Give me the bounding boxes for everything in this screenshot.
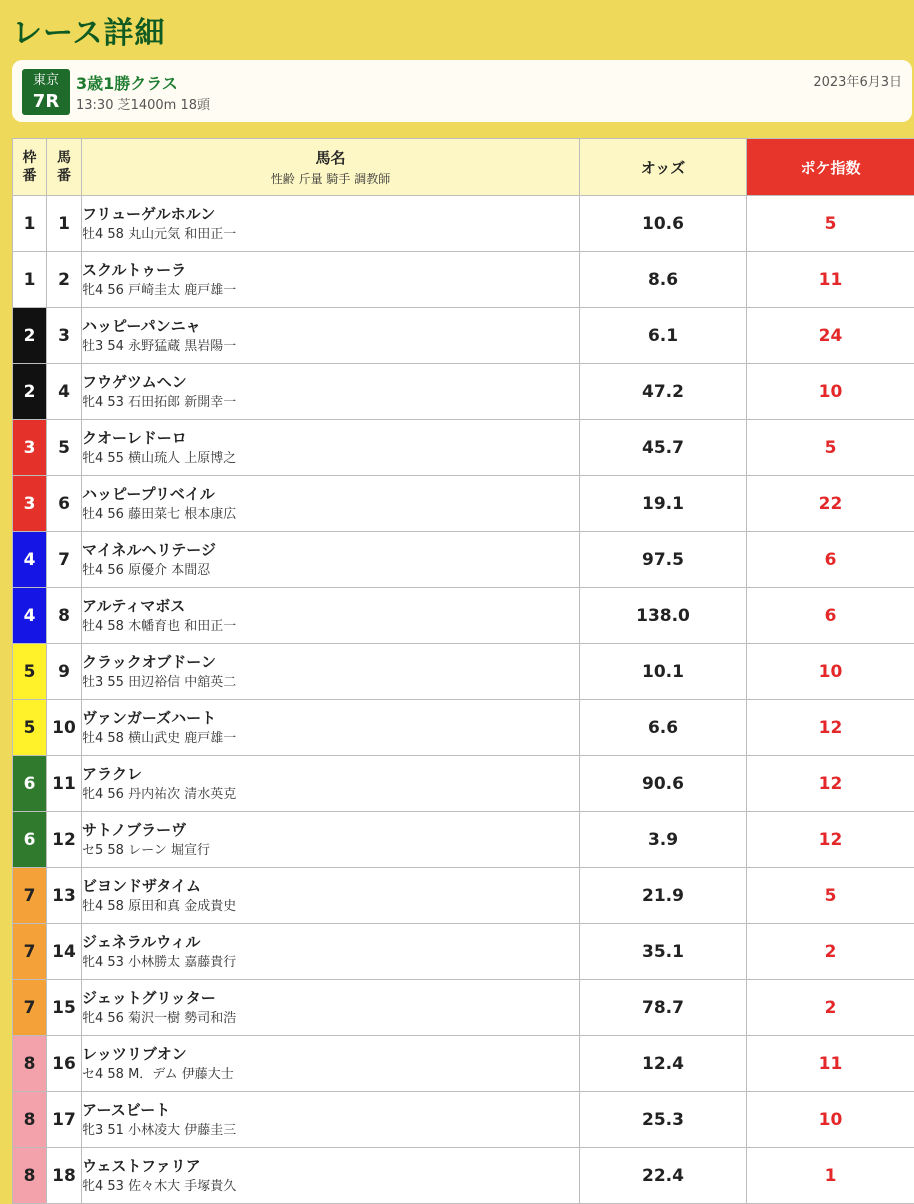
odds-value: 10.6 [580, 196, 747, 252]
poke-index-value: 12 [747, 812, 914, 868]
poke-index-value: 22 [747, 476, 914, 532]
waku-number: 4 [13, 588, 47, 644]
horse-info: 牝3 51 小林凌大 伊藤圭三 [82, 1121, 579, 1141]
header-horse-name-sub: 性齢 斤量 騎手 調教師 [82, 170, 579, 187]
table-row[interactable] [13, 252, 914, 308]
horse-info: 牡3 54 永野猛蔵 黒岩陽一 [82, 337, 579, 357]
table-row[interactable] [13, 980, 914, 1036]
header-umaban-line1: 馬 [57, 150, 71, 166]
table-row[interactable] [13, 756, 914, 812]
horse-cell[interactable] [82, 476, 580, 532]
horse-cell[interactable] [82, 756, 580, 812]
venue-name: 東京 [22, 69, 70, 91]
table-row[interactable] [13, 644, 914, 700]
horse-name[interactable]: ジェットグリッター [82, 987, 579, 1009]
horse-number: 5 [47, 420, 82, 476]
odds-value: 22.4 [580, 1148, 747, 1204]
table-row[interactable] [13, 924, 914, 980]
table-row[interactable] [13, 588, 914, 644]
waku-number: 8 [13, 1036, 47, 1092]
header-poke-index: ポケ指数 [747, 139, 914, 196]
horse-cell[interactable] [82, 252, 580, 308]
waku-number: 4 [13, 532, 47, 588]
horse-number: 8 [47, 588, 82, 644]
horse-cell[interactable] [82, 812, 580, 868]
race-date: 2023年6月3日 [813, 71, 902, 90]
horse-info: 牡4 56 原優介 本間忍 [82, 561, 579, 581]
entries-body [13, 196, 914, 1204]
poke-index-value: 10 [747, 1092, 914, 1148]
horse-info: 牝4 53 佐々木大 手塚貴久 [82, 1177, 579, 1197]
table-row[interactable] [13, 812, 914, 868]
poke-index-value: 2 [747, 924, 914, 980]
waku-number: 7 [13, 868, 47, 924]
horse-info: 牡4 56 藤田菜七 根本康広 [82, 505, 579, 525]
poke-index-value: 6 [747, 588, 914, 644]
race-header-card [12, 60, 912, 122]
horse-cell[interactable] [82, 364, 580, 420]
horse-cell[interactable] [82, 420, 580, 476]
table-row[interactable] [13, 700, 914, 756]
odds-value: 138.0 [580, 588, 747, 644]
horse-info: 牡4 58 木幡育也 和田正一 [82, 617, 579, 637]
poke-index-value: 10 [747, 644, 914, 700]
horse-cell[interactable] [82, 532, 580, 588]
horse-cell[interactable] [82, 868, 580, 924]
horse-cell[interactable] [82, 588, 580, 644]
horse-name[interactable]: フリューゲルホルン [82, 203, 579, 225]
odds-value: 35.1 [580, 924, 747, 980]
horse-number: 6 [47, 476, 82, 532]
waku-number: 8 [13, 1092, 47, 1148]
poke-index-value: 24 [747, 308, 914, 364]
horse-info: セ4 58 M．デム 伊藤大士 [82, 1065, 579, 1085]
horse-name[interactable]: ビヨンドザタイム [82, 875, 579, 897]
waku-number: 5 [13, 700, 47, 756]
horse-number: 10 [47, 700, 82, 756]
header-horse-name [82, 139, 580, 196]
waku-number: 5 [13, 644, 47, 700]
poke-index-value: 12 [747, 700, 914, 756]
table-row[interactable] [13, 196, 914, 252]
poke-index-value: 11 [747, 1036, 914, 1092]
waku-number: 7 [13, 924, 47, 980]
horse-name[interactable]: アースビート [82, 1099, 579, 1121]
poke-index-value: 11 [747, 252, 914, 308]
header-waku [13, 139, 47, 196]
waku-number: 6 [13, 812, 47, 868]
header-odds: オッズ [580, 139, 747, 196]
horse-number: 12 [47, 812, 82, 868]
table-row[interactable] [13, 532, 914, 588]
horse-info: セ5 58 レーン 堀宣行 [82, 841, 579, 861]
waku-number: 2 [13, 308, 47, 364]
table-row[interactable] [13, 868, 914, 924]
horse-cell[interactable] [82, 924, 580, 980]
horse-name[interactable]: クオーレドーロ [82, 427, 579, 449]
odds-value: 45.7 [580, 420, 747, 476]
race-name: 3歳1勝クラス [76, 71, 178, 94]
horse-info: 牝4 55 横山琉人 上原博之 [82, 449, 579, 469]
poke-index-value: 12 [747, 756, 914, 812]
odds-value: 6.1 [580, 308, 747, 364]
horse-cell[interactable] [82, 1092, 580, 1148]
horse-name[interactable]: ヴァンガーズハート [82, 707, 579, 729]
header-waku-line1: 枠 [23, 150, 37, 166]
horse-number: 1 [47, 196, 82, 252]
venue-badge [22, 69, 70, 115]
horse-number: 14 [47, 924, 82, 980]
horse-info: 牝4 56 菊沢一樹 勢司和浩 [82, 1009, 579, 1029]
table-header-row [13, 139, 914, 196]
odds-value: 6.6 [580, 700, 747, 756]
horse-cell[interactable] [82, 1148, 580, 1204]
horse-cell[interactable] [82, 644, 580, 700]
poke-index-value: 10 [747, 364, 914, 420]
horse-info: 牡4 58 横山武史 鹿戸雄一 [82, 729, 579, 749]
waku-number: 1 [13, 252, 47, 308]
waku-number: 1 [13, 196, 47, 252]
horse-number: 7 [47, 532, 82, 588]
horse-number: 18 [47, 1148, 82, 1204]
odds-value: 97.5 [580, 532, 747, 588]
horse-name[interactable]: サトノブラーヴ [82, 819, 579, 841]
waku-number: 6 [13, 756, 47, 812]
horse-name[interactable]: ウェストファリア [82, 1155, 579, 1177]
poke-index-value: 5 [747, 868, 914, 924]
odds-value: 19.1 [580, 476, 747, 532]
horse-number: 13 [47, 868, 82, 924]
table-row[interactable] [13, 1148, 914, 1204]
waku-number: 8 [13, 1148, 47, 1204]
horse-name[interactable]: マイネルヘリテージ [82, 539, 579, 561]
horse-info: 牡4 58 原田和真 金成貴史 [82, 897, 579, 917]
horse-name[interactable]: ハッピーパンニャ [82, 315, 579, 337]
poke-index-value: 2 [747, 980, 914, 1036]
table-row[interactable] [13, 364, 914, 420]
horse-info: 牝4 53 石田拓郎 新開幸一 [82, 393, 579, 413]
horse-name[interactable]: スクルトゥーラ [82, 259, 579, 281]
horse-name[interactable]: フウゲツムヘン [82, 371, 579, 393]
horse-name[interactable]: クラックオブドーン [82, 651, 579, 673]
odds-value: 10.1 [580, 644, 747, 700]
race-info: 13:30 芝1400m 18頭 [76, 94, 210, 113]
table-row[interactable] [13, 420, 914, 476]
horse-cell[interactable] [82, 308, 580, 364]
horse-cell[interactable] [82, 700, 580, 756]
horse-info: 牝4 56 丹内祐次 清水英克 [82, 785, 579, 805]
table-row[interactable] [13, 1036, 914, 1092]
horse-info: 牡3 55 田辺裕信 中舘英二 [82, 673, 579, 693]
horse-number: 16 [47, 1036, 82, 1092]
odds-value: 3.9 [580, 812, 747, 868]
horse-info: 牝4 53 小林勝太 嘉藤貴行 [82, 953, 579, 973]
poke-index-value: 6 [747, 532, 914, 588]
horse-number: 9 [47, 644, 82, 700]
horse-number: 3 [47, 308, 82, 364]
horse-name[interactable]: ハッピープリベイル [82, 483, 579, 505]
horse-number: 2 [47, 252, 82, 308]
entries-table [12, 138, 914, 1204]
horse-name[interactable]: アラクレ [82, 763, 579, 785]
waku-number: 3 [13, 420, 47, 476]
header-horse-name-label: 馬名 [315, 149, 345, 167]
waku-number: 3 [13, 476, 47, 532]
header-waku-line2: 番 [23, 168, 37, 184]
page-title: レース詳細 [12, 8, 166, 52]
horse-number: 4 [47, 364, 82, 420]
poke-index-value: 1 [747, 1148, 914, 1204]
poke-index-value: 5 [747, 420, 914, 476]
header-umaban-line2: 番 [57, 168, 71, 184]
odds-value: 47.2 [580, 364, 747, 420]
horse-number: 15 [47, 980, 82, 1036]
horse-cell[interactable] [82, 980, 580, 1036]
header-umaban [47, 139, 82, 196]
odds-value: 8.6 [580, 252, 747, 308]
odds-value: 78.7 [580, 980, 747, 1036]
poke-index-value: 5 [747, 196, 914, 252]
waku-number: 7 [13, 980, 47, 1036]
horse-info: 牝4 56 戸崎圭太 鹿戸雄一 [82, 281, 579, 301]
horse-name[interactable]: レッツリブオン [82, 1043, 579, 1065]
horse-number: 17 [47, 1092, 82, 1148]
waku-number: 2 [13, 364, 47, 420]
race-number: 7R [22, 91, 70, 113]
horse-cell[interactable] [82, 1036, 580, 1092]
horse-number: 11 [47, 756, 82, 812]
table-row[interactable] [13, 1092, 914, 1148]
horse-cell[interactable] [82, 196, 580, 252]
horse-info: 牡4 58 丸山元気 和田正一 [82, 225, 579, 245]
odds-value: 12.4 [580, 1036, 747, 1092]
odds-value: 21.9 [580, 868, 747, 924]
horse-name[interactable]: アルティマボス [82, 595, 579, 617]
horse-name[interactable]: ジェネラルウィル [82, 931, 579, 953]
odds-value: 25.3 [580, 1092, 747, 1148]
table-row[interactable] [13, 476, 914, 532]
table-row[interactable] [13, 308, 914, 364]
odds-value: 90.6 [580, 756, 747, 812]
